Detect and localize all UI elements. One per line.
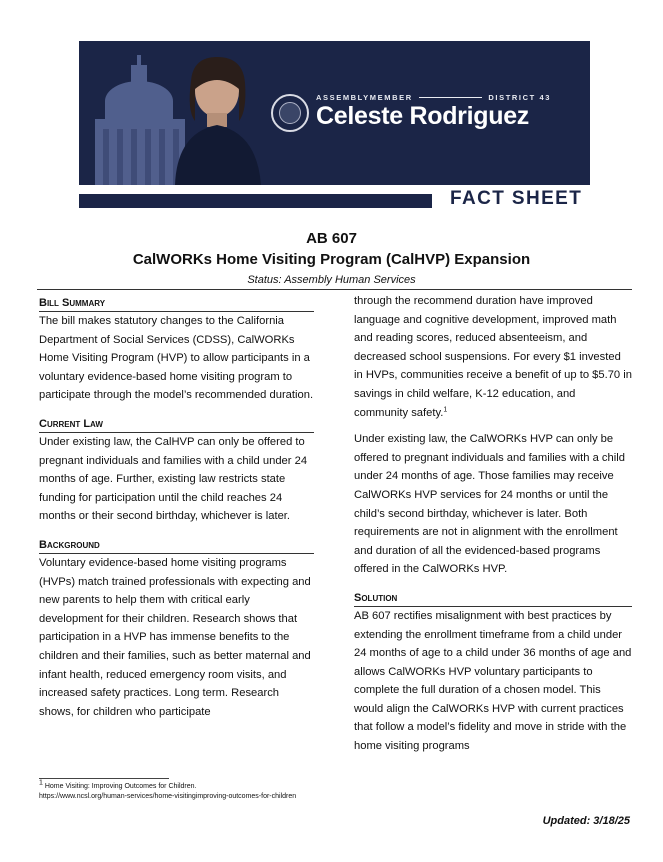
background-continued <box>354 292 632 422</box>
section-heading-summary: Bill Summary <box>39 296 314 312</box>
title-divider <box>37 289 632 290</box>
left-column <box>39 292 314 721</box>
right-column <box>354 292 632 756</box>
assembly-seal-icon <box>271 94 309 132</box>
background-cont-text2: Under existing law, the CalWORKs HVP can only be offered to pregnant individuals and families with a child under 24 months of age. Those families may receive CalWORKs HVP services for 24 months or until the child’s second birthday, whichever is later. Both requirements are not in alignment with the enrollment and duration of all the evidenced-based programs offered in the CalWORKs HVP. <box>354 433 625 576</box>
bill-title: CalWORKs Home Visiting Program (CalHVP) Expansion <box>132 251 531 268</box>
footnote-ref: 1 <box>443 405 448 413</box>
fact-sheet-label: FACT SHEET <box>450 188 583 209</box>
footnote-mark: 1 <box>39 779 43 787</box>
section-heading-background: Background <box>39 538 314 554</box>
eyebrow-right: DISTRICT 43 <box>488 92 551 102</box>
assemblymember-name: Celeste Rodriguez <box>316 102 530 130</box>
background-text: Voluntary evidence-based home visiting programs (HVPs) match trained professionals with expecting and new parents to help them with critical early development for their children. Research shows that participation in a HVP has immense benefits to the children and their families, such as better maternal and infant health, reduced emergency room visits, and increased safety practices. Long term. Research shows, for children who participate <box>39 556 311 718</box>
footnote-url[interactable]: https://www.ncsl.org/human-services/home-visitingimproving-outcomes-for-children <box>39 792 297 800</box>
bill-status: Status: Assembly Human Services <box>247 274 416 286</box>
header-banner <box>79 41 590 185</box>
summary-text: The bill makes statutory changes to the California Department of Social Services (CDSS), CalWORKs Home Visiting Program (HVP) to allow participants in a voluntary evidence-based home visiting program to participate through the model’s recommended duration. <box>39 315 314 402</box>
current-law-text: Under existing law, the CalHVP can only be offered to pregnant individuals and families with a child under 24 months of age. Further, existing law restricts state funding for participation until the child reaches 24 months or their second birthday, whichever is later. <box>39 435 308 523</box>
solution-text: AB 607 rectifies misalignment with best practices by extending the enrollment timeframe from a child under 24 months of age to a child under 36 months of age and allows CalWORKs HVP voluntary participants to complete the full duration of a chosen model. This would align the CalWORKs HVP with current practices that follow a model’s fidelity and move in stride with the home visiting programs <box>354 609 632 753</box>
footnote-divider <box>39 778 169 779</box>
eyebrow-left: ASSEMBLYMEMBER <box>316 92 413 102</box>
section-heading-solution: Solution <box>354 591 632 607</box>
section-heading-current-law: Current Law <box>39 417 314 433</box>
footnote <box>39 779 329 801</box>
updated-date: Updated: 3/18/25 <box>542 815 630 827</box>
background-cont-text: through the recommend duration have improved language and cognitive development, improved math and reading scores, reduced absenteeism, and decreased school suspensions. For every $1 invested in HVPs, communities receive a benefit of up to $5.70 in savings in child welfare, K-12 education, and community safety. <box>354 295 632 419</box>
footnote-title: Home Visiting: Improving Outcomes for Children. <box>44 783 197 790</box>
bill-number: AB 607 <box>306 230 357 247</box>
fact-sheet-bar <box>79 194 432 208</box>
eyebrow-divider <box>419 97 483 98</box>
